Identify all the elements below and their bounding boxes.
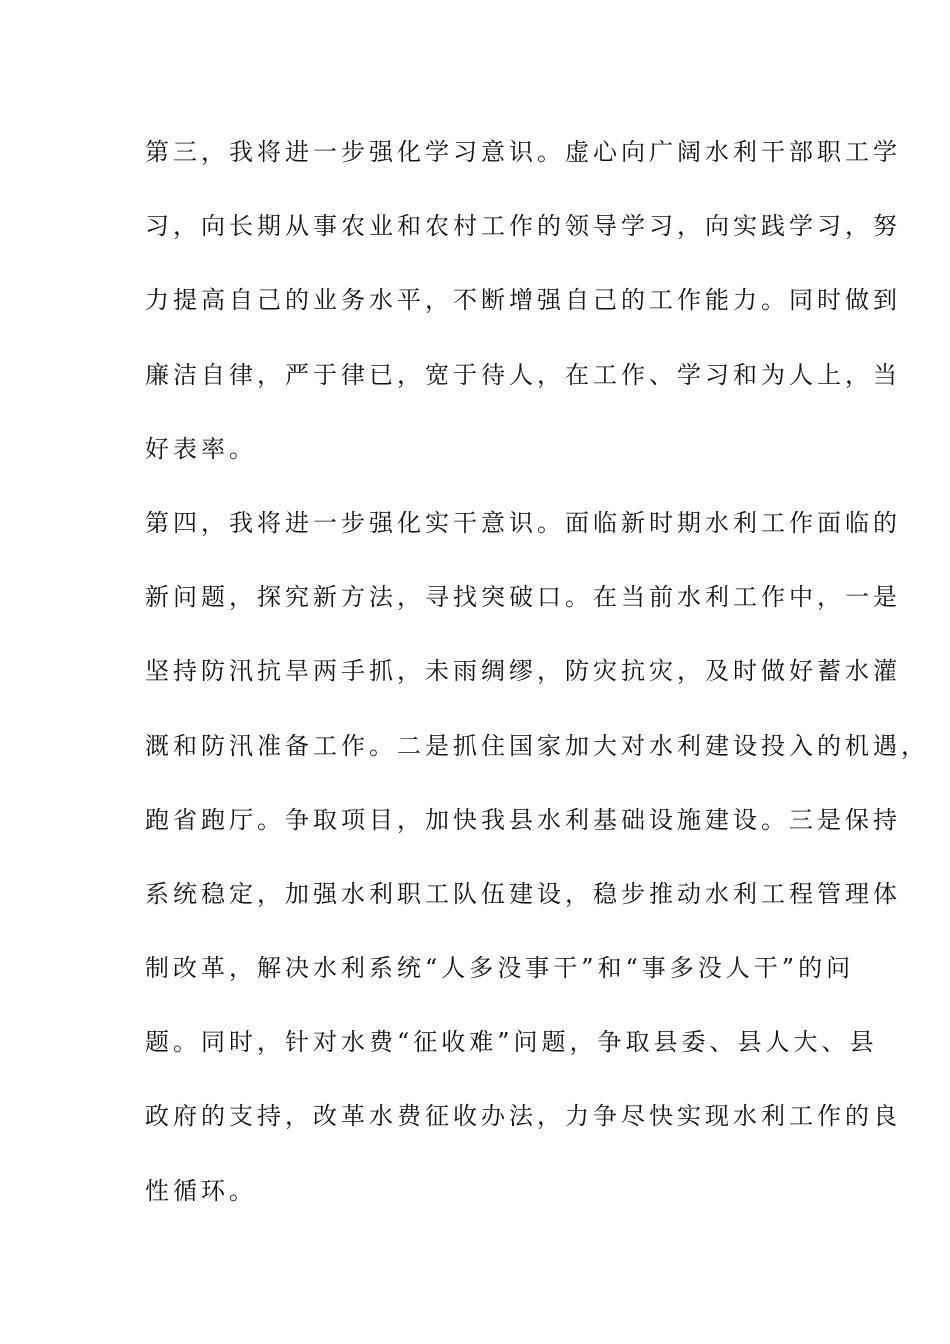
text-line-10: 跑省跑厅。争取项目，加快我县水利基础设施建设。三是保持 (145, 805, 901, 834)
text-line-14: 政府的支持，改革水费征收办法，力争尽快实现水利工作的良 (145, 1102, 901, 1131)
body-text (145, 128, 929, 1241)
text-line-4: 廉洁自律，严于律已，宽于待人，在工作、学习和为人上，当 (145, 360, 901, 389)
text-line-8: 坚持防汛抗旱两手抓，未雨绸缪，防灾抗灾，及时做好蓄水灌 (145, 657, 901, 686)
text-line-3: 力提高自己的业务水平，不断增强自己的工作能力。同时做到 (145, 286, 901, 315)
text-line-1: 第三，我将进一步强化学习意识。虚心向广阔水利干部职工学 (145, 138, 901, 166)
text-line-15: 性循环。 (145, 1176, 257, 1205)
text-line-5: 好表率。 (145, 434, 257, 463)
text-line-7: 新问题，探究新方法，寻找突破口。在当前水利工作中，一是 (145, 583, 901, 612)
text-line-2: 习，向长期从事农业和农村工作的领导学习，向实践学习，努 (145, 212, 901, 241)
text-line-13: 题。同时，针对水费“征收难”问题，争取县委、县人大、县 (145, 1028, 878, 1057)
text-line-12: 制改革，解决水利系统“人多没事干”和“事多没人干”的问 (145, 954, 855, 983)
text-line-6: 第四，我将进一步强化实干意识。面临新时期水利工作面临的 (145, 508, 901, 537)
text-line-11: 系统稳定，加强水利职工队伍建设，稳步推动水利工程管理体 (145, 879, 901, 908)
text-line-9: 溉和防汛准备工作。二是抓住国家加大对水利建设投入的机遇， (145, 731, 929, 760)
